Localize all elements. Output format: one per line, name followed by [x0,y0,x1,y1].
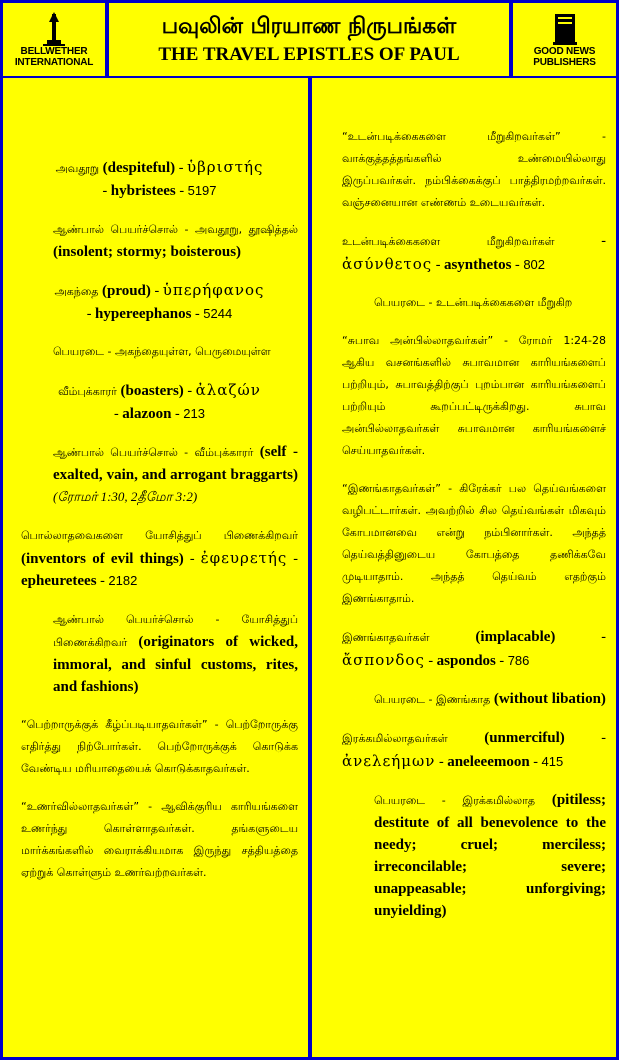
bellwether-tower-icon [39,12,69,46]
entry-implacable: இணங்காதவர்கள் (implacable) - ἄσπονδος - aspondos - 786 [342,629,607,669]
paragraph-disobedient-parents: “பெற்றாருக்குக் கீழ்ப்படியாதவர்கள்” - பெற்றோருக்கு எதிர்த்து நிற்போர்கள். பெற்றோருக்குக் கொடுக்க வேண்டிய மரியாதையைக் கொடுக்காதவர்கள். [21,718,298,775]
entry-implacable-def: பெயரடை - இணங்காத (without libation) [374,691,606,707]
entry-boasters-def: ஆண்பால் பெயர்ச்சொல் - வீம்புக்காரர் (self - exalted, vain, and arrogant braggarts) (ரோமர் 1:30, 2தீமோ 3:2) [53,444,299,504]
bellwether-logo [3,3,105,76]
entry-despiteful-def: ஆண்பால் பெயர்ச்சொல் - அவதூறு, தூஷித்தல் (insolent; stormy; boisterous) [53,223,298,260]
entry-boasters: வீம்புக்காரர் (boasters) - ἀλαζών - alazoon - 213 [58,381,261,422]
left-logo-text: BELLWETHER INTERNATIONAL [14,45,94,68]
book-icon [550,12,580,46]
entry-unmerciful-def: பெயரடை - இரக்கமில்லாத (pitiless; destitute of all benevolence to the needy; cruel; merciless; irreconcilable; severe; unappeasable; unforgiving; unyielding) [374,792,606,919]
title-tamil: பவுலின் பிரயாண நிருபங்கள் [161,13,457,39]
entry-unmerciful: இரக்கமில்லாதவர்கள் (unmerciful) - ἀνελεήμων - aneleeemoon - 415 [342,730,607,770]
right-logo-text: GOOD NEWS PUBLISHERS [533,45,596,68]
entry-despiteful: அவதூறு (despiteful) - ὑβριστής - hybristees - 5197 [55,158,264,199]
paragraph-without-understanding: “உணர்வில்லாதவர்கள்” - ஆவிக்குரிய காரியங்களை உணர்ந்து கொள்ளாதவர்கள். தங்களுடைய மார்க்கங்களில் வைராக்கியமாக இருந்து சத்தியத்தை ஏற்றுக் கொள்ளும் உணர்வற்றவர்கள். [21,800,298,879]
entry-proud-def: பெயரடை - அகந்தையுள்ள, பெருமையுள்ள [53,345,271,358]
page-header [109,3,509,76]
paragraph-covenant-breakers: “உடன்படிக்கைகளை மீறுகிறவர்கள்” - வாக்குத்தத்தங்களில் உண்மையில்லாது இருப்பவர்கள். நம்பிக்கைக்குப் பாத்திரமற்றவர்கள். வஞ்சனையான எண்ணம் உடையவர்கள். [342,130,606,209]
paragraph-without-natural-affection: “சுபாவ அன்பில்லாதவர்கள்” - ரோமர் 1:24-28 ஆகிய வசனங்களில் சுபாவமான காரியங்களைப் பற்றியும், சுபாவத்திற்குப் புறம்பான காரியங்களைப் பற்றியும் கூறப்பட்டிருக்கிறது. சுபாவ அன்பில்லாதவர்கள் சுபாவமான காரியங்களைச் செய்யாதவர்கள். [342,334,606,457]
entry-covenant-breakers-def: பெயரடை - உடன்படிக்கைகளை மீறுகிற [374,296,573,309]
entry-covenant-breakers: உடன்படிக்கைகளை மீறுகிறவர்கள் - ἀσύνθετος - asynthetos - 802 [342,233,606,273]
right-column [312,78,616,1057]
left-column [3,78,308,1057]
entry-inventors-def: ஆண்பால் பெயர்ச்சொல் - யோசித்துப் பிணைக்கிறவர் (originators of wicked, immoral, and sinful customs, rites, and fashions) [53,613,299,695]
good-news-logo [513,3,616,76]
entry-inventors: பொல்லாதவைகளை யோசித்துப் பிணைக்கிறவர் (inventors of evil things) - ἐφευρετής - epheuretees - 2182 [21,529,299,589]
title-english: THE TRAVEL EPISTLES OF PAUL [158,43,460,65]
paragraph-implacable: “இணங்காதவர்கள்” - கிரேக்கர் பல தெய்வங்களை வழிபட்டார்கள். அவற்றில் சில தெய்வங்கள் மிகவும் கோபமானவை என்று நம்பினார்கள். அந்தத் தெய்வத்தினுடைய கோபத்தை தணிக்கவே முடியாதாம். அந்தத் தெய்வம் எதற்கும் இணங்காதாம். [342,482,606,605]
entry-proud: அகந்தை (proud) - ὑπερήφανος - hypereephanos - 5244 [54,281,265,322]
